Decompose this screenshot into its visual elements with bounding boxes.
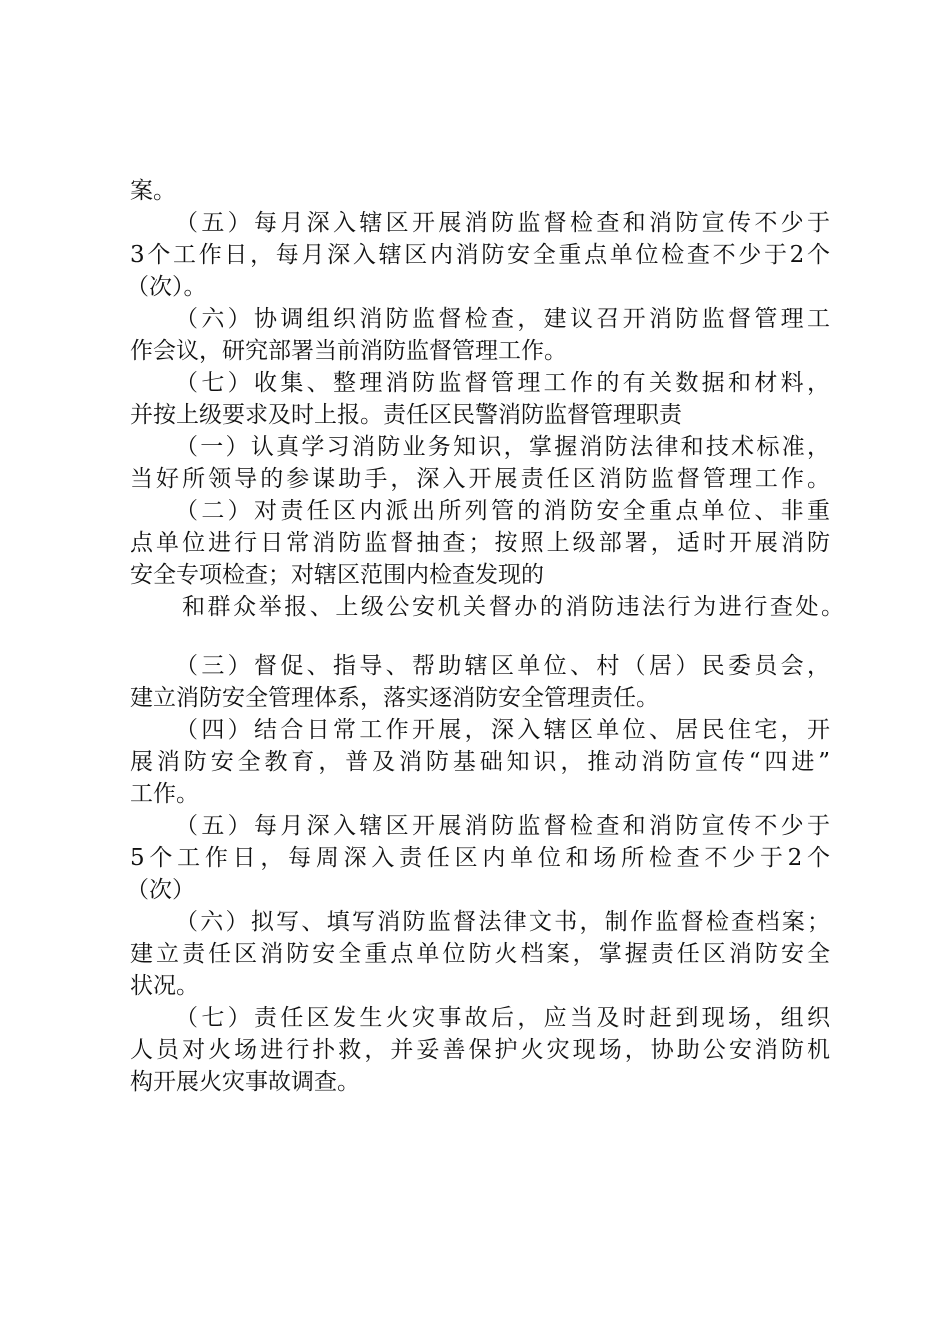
text-line: 当好所领导的参谋助手，深入开展责任区消防监督管理工作。 xyxy=(130,466,830,492)
text-line: 3个工作日，每月深入辖区内消防安全重点单位检查不少于2个 xyxy=(130,242,830,268)
text-line: （三）督促、指导、帮助辖区单位、村（居）民委员会， xyxy=(175,653,830,679)
text-line: （七）收集、整理消防监督管理工作的有关数据和材料， xyxy=(175,370,830,396)
text-line: （一）认真学习消防业务知识，掌握消防法律和技术标准， xyxy=(175,434,830,460)
text-line: （次） xyxy=(126,877,195,903)
text-line: 工作。 xyxy=(130,781,199,807)
text-line: （七）责任区发生火灾事故后，应当及时赶到现场，组织 xyxy=(175,1005,830,1031)
text-line: （次）。 xyxy=(126,274,207,300)
text-line: （六）拟写、填写消防监督法律文书，制作监督检查档案； xyxy=(175,909,830,935)
text-line: （六）协调组织消防监督检查，建议召开消防监督管理工 xyxy=(175,306,830,332)
text-line: 点单位进行日常消防监督抽查；按照上级部署，适时开展消防 xyxy=(130,530,830,556)
text-line: 展消防安全教育，普及消防基础知识，推动消防宣传“四进” xyxy=(130,749,830,775)
text-line: 并按上级要求及时上报。责任区民警消防监督管理职责 xyxy=(130,402,682,428)
text-line: 状况。 xyxy=(130,973,199,999)
text-line: 安全专项检查；对辖区范围内检查发现的 xyxy=(130,562,544,588)
text-line: （五）每月深入辖区开展消防监督检查和消防宣传不少于 xyxy=(175,813,830,839)
text-line: 建立消防安全管理体系，落实逐消防安全管理责任。 xyxy=(130,685,659,711)
text-line: （四）结合日常工作开展，深入辖区单位、居民住宅，开 xyxy=(175,717,830,743)
text-line: 人员对火场进行扑救，并妥善保护火灾现场，协助公安消防机 xyxy=(130,1037,830,1063)
text-line: 建立责任区消防安全重点单位防火档案，掌握责任区消防安全 xyxy=(130,941,830,967)
text-line: 作会议，研究部署当前消防监督管理工作。 xyxy=(130,338,567,364)
text-line: 案。 xyxy=(130,178,176,204)
text-line: 和群众举报、上级公安机关督办的消防违法行为进行查处。 xyxy=(182,594,844,620)
text-line: （二）对责任区内派出所列管的消防安全重点单位、非重 xyxy=(175,498,830,524)
text-line: 5个工作日，每周深入责任区内单位和场所检查不少于2个 xyxy=(130,845,830,871)
text-line: 构开展火灾事故调查。 xyxy=(130,1069,360,1095)
text-line: （五）每月深入辖区开展消防监督检查和消防宣传不少于 xyxy=(175,210,830,236)
